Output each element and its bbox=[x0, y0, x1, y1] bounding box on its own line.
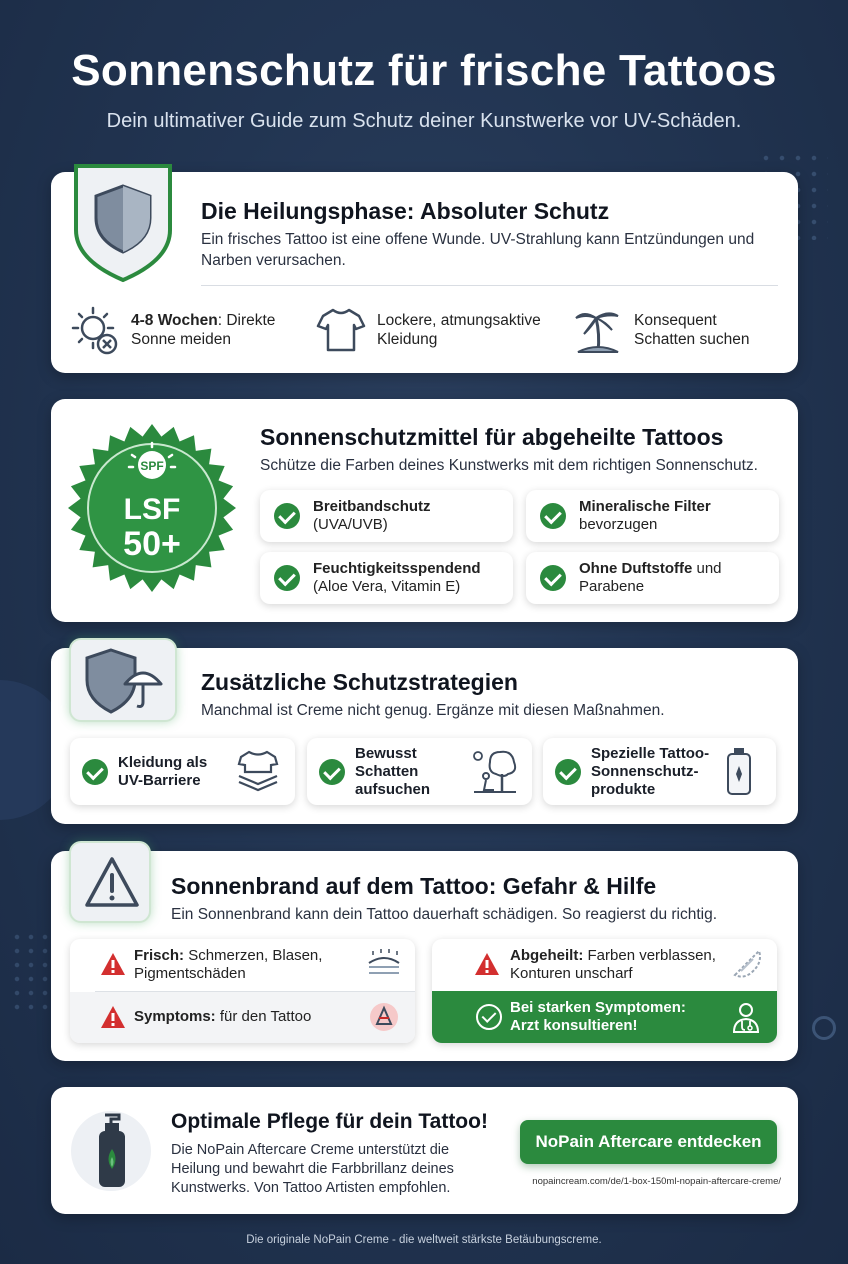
warning-triangle-icon bbox=[71, 843, 153, 925]
aftercare-bottle-icon bbox=[71, 1111, 151, 1191]
feature-shade bbox=[572, 304, 774, 356]
tshirt-icon bbox=[315, 304, 367, 356]
skin-layer-icon bbox=[367, 949, 401, 979]
seal-spf-label: SPF bbox=[140, 459, 164, 473]
shield-umbrella-badge bbox=[69, 638, 177, 722]
doctor-icon bbox=[729, 1000, 763, 1034]
doctor-alert bbox=[432, 991, 777, 1043]
tattoo-sunscreen-bottle-icon bbox=[714, 746, 764, 796]
doctor-alert-text: Bei starken Symptomen: Arzt konsultieren! bbox=[510, 999, 686, 1034]
warning-icon bbox=[474, 952, 500, 976]
sunburn-card bbox=[51, 851, 798, 1061]
sun-avoid-icon bbox=[69, 304, 121, 356]
check-icon bbox=[319, 759, 345, 785]
sunscreen-item: Mineralische Filter bevorzugen bbox=[526, 490, 779, 542]
aftercare-title: Optimale Pflege für dein Tattoo! bbox=[171, 1110, 488, 1133]
check-circle-icon bbox=[476, 1004, 502, 1030]
symptoms-text: Symptoms: für den Tattoo bbox=[134, 1008, 312, 1025]
strategy-item: Kleidung als UV-Barriere bbox=[70, 738, 295, 805]
symptoms-row bbox=[70, 992, 415, 1043]
divider bbox=[201, 285, 778, 286]
feature-text: Lockere, atmungsaktive Kleidung bbox=[377, 312, 541, 348]
healing-title: Die Heilungsphase: Absoluter Schutz bbox=[201, 198, 610, 224]
strategy-item: Spezielle Tattoo-Sonnenschutz-produkte bbox=[543, 738, 776, 805]
sunburn-title: Sonnenbrand auf dem Tattoo: Gefahr & Hilfe bbox=[171, 873, 657, 899]
page-subtitle: Dein ultimativer Guide zum Schutz deiner Kunstwerke vor UV-Schäden. bbox=[106, 110, 742, 132]
check-icon bbox=[82, 759, 108, 785]
fresh-symptoms: Frisch: Schmerzen, Blasen, Pigmentschäden bbox=[134, 947, 323, 982]
sunscreen-text: Schütze die Farben deines Kunstwerks mit dem richtigen Sonnenschutz. bbox=[260, 457, 758, 474]
check-icon bbox=[540, 503, 566, 529]
product-link[interactable]: nopaincream.com/de/1-box-150ml-nopain-aftercare-creme/ bbox=[532, 1176, 781, 1187]
strategies-text: Manchmal ist Creme nicht genug. Ergänze mit diesen Maßnahmen. bbox=[201, 702, 665, 719]
check-icon bbox=[274, 565, 300, 591]
discover-aftercare-button[interactable]: NoPain Aftercare entdecken bbox=[520, 1120, 777, 1164]
feature-clothing bbox=[315, 304, 552, 356]
strategies-card bbox=[51, 648, 798, 824]
check-icon bbox=[540, 565, 566, 591]
feature-text: Konsequent Schatten suchen bbox=[634, 312, 750, 348]
header bbox=[0, 46, 848, 133]
footer-text: Die originale NoPain Creme - die weltweit stärkste Betäubungscreme. bbox=[246, 1234, 602, 1246]
sunscreen-card bbox=[51, 399, 798, 622]
palm-tree-icon bbox=[572, 304, 624, 356]
feature-avoid-sun bbox=[69, 304, 291, 356]
sunscreen-item: Feuchtigkeitsspendend (Aloe Vera, Vitamin E) bbox=[260, 552, 513, 604]
shield-icon bbox=[68, 160, 178, 284]
healing-phase-card bbox=[51, 172, 798, 373]
shield-umbrella-icon bbox=[71, 640, 179, 724]
person-under-tree-icon bbox=[470, 746, 520, 796]
strategies-title: Zusätzliche Schutzstrategien bbox=[201, 669, 518, 695]
spf-seal-icon bbox=[67, 423, 237, 593]
healing-text: Ein frisches Tattoo ist eine offene Wunde. UV-Strahlung kann Entzündungen und Narben verursachen. bbox=[201, 231, 755, 269]
healed-tattoo-box bbox=[432, 939, 777, 1043]
feature-text: 4-8 Wochen: Direkte Sonne meiden bbox=[131, 312, 276, 348]
aftercare-text: Die NoPain Aftercare Creme unterstützt die Heilung und bewahrt die Farbbrillanz deines Kunstwerks. Von Tattoo Artisten empfohlen. bbox=[171, 1142, 454, 1196]
warning-badge bbox=[69, 841, 151, 923]
faded-tattoo-icon bbox=[731, 947, 765, 981]
background-ring bbox=[812, 1016, 836, 1040]
sunscreen-item: Breitbandschutz (UVA/UVB) bbox=[260, 490, 513, 542]
sunscreen-item: Ohne Duftstoffe und Parabene bbox=[526, 552, 779, 604]
seal-lsf-label: LSF bbox=[123, 493, 181, 526]
seal-spf-value: 50+ bbox=[123, 525, 181, 563]
sunburn-text: Ein Sonnenbrand kann dein Tattoo dauerhaft schädigen. So reagierst du richtig. bbox=[171, 906, 718, 923]
check-icon bbox=[555, 759, 581, 785]
warning-icon bbox=[100, 1005, 126, 1029]
fresh-tattoo-box bbox=[70, 939, 415, 1043]
aftercare-card bbox=[51, 1087, 798, 1214]
product-image bbox=[71, 1111, 151, 1191]
check-icon bbox=[274, 503, 300, 529]
clothing-stack-icon bbox=[233, 746, 283, 796]
strategy-item: Bewusst Schatten aufsuchen bbox=[307, 738, 532, 805]
sunscreen-title: Sonnenschutzmittel für abgeheilte Tattoos bbox=[260, 424, 724, 450]
burned-tattoo-icon bbox=[367, 1000, 401, 1034]
page-title: Sonnenschutz für frische Tattoos bbox=[71, 46, 777, 95]
healed-symptoms: Abgeheilt: Farben verblassen, Konturen unscharf bbox=[510, 947, 716, 982]
warning-icon bbox=[100, 952, 126, 976]
